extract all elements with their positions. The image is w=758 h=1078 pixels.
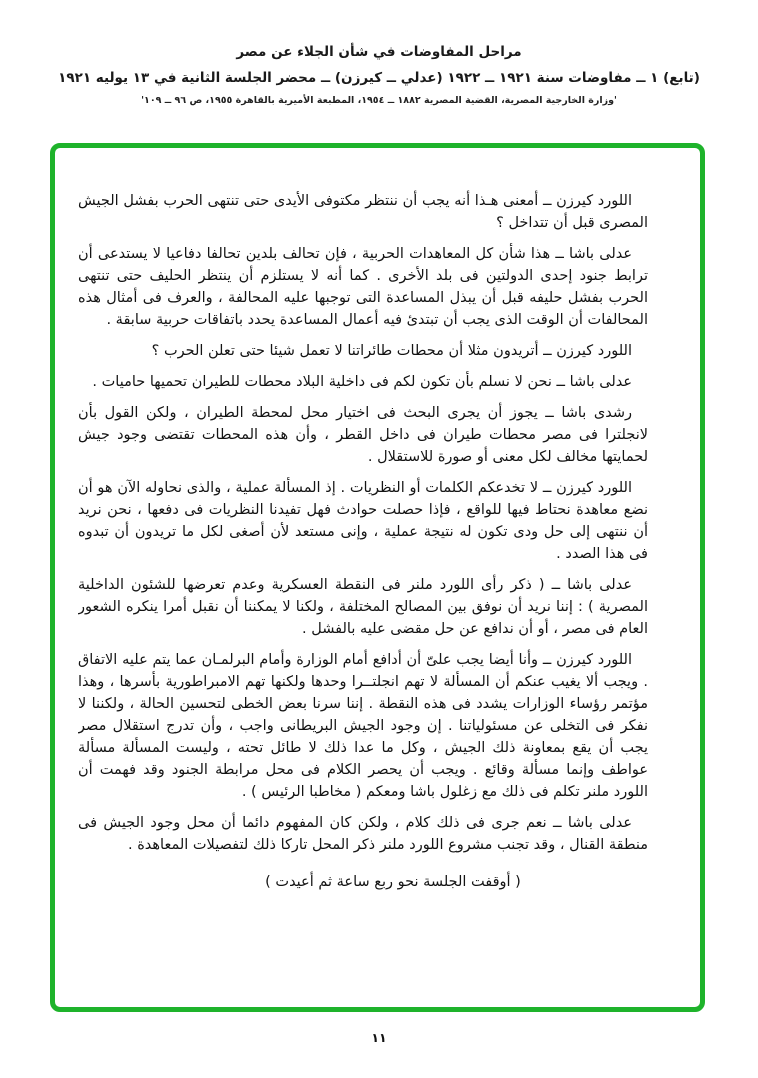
document-title: مراحل المفاوضات في شأن الجلاء عن مصر: [236, 44, 522, 60]
source-citation: 'وزارة الخارجية المصرية، القضية المصرية ١٨٨٢ ــ ١٩٥٤، المطبعة الأميرية بالقاهرة ١٩٥٥، ص ٩٦ ــ ١٠٩': [141, 95, 617, 107]
document-body: [78, 190, 648, 1002]
dialogue-paragraph-adli-1: عدلى باشا ــ هذا شأن كل المعاهدات الحربية ، فإن تحالف بلدين تحالفا دفاعيا لا يستدعى أن ترابط جنود إحدى الدولتين فى بلد الأخرى . كما أنه لا يستلزم أن ينتظر الحليف حتى تنتهى الحرب بفشل حليفه قبل أن يبذل المساعدة التى توجبها عليه المحالفة ، والعرف فى أمثال هذه المحالفات أن الوقت الذى يجب أن تبتدئ فيه أعمال المساعدة يحدد باتفاقات حربية سابقة .: [78, 246, 648, 328]
dialogue-paragraph-curzon-4: اللورد كيرزن ــ وأنا أيضا يجب علىّ أن أدافع أمام الوزارة وأمام البرلمـان عما يتم عليه الاتفاق . ويجب ألا يغيب عنكم أن المسألة لا تهم انجلتــرا وحدها ولكنها تهم الامبراطورية بأسرها ، وهذا مؤتمر رؤساء الوزارات يشدد فى هذه النقطة . إننا سرنا بعض الخطى لتحسين الحالة ، ولكننا لا نفكر فى التخلى عن مسئولياتنا . إن وجود الجيش البريطانى واجب ، وأن تدرج استقلال مصر يجب أن يقع بمعاونة ذلك الجيش ، وكل ما عدا ذلك لا طائل تحته ، وليست المسألة مسألة عواطف وإنما مسألة وقائع . ويجب أن يحصر الكلام فى محل مرابطة الجنود وقد فهمت أن اللورد ملنر تكلم فى ذلك مع زغلول باشا ومعكم ( مخاطبا الرئيس ) .: [78, 652, 648, 800]
dialogue-paragraph-adli-2: عدلى باشا ــ نحن لا نسلم بأن تكون لكم فى داخلية البلاد محطات للطيران تحميها حاميات .: [92, 374, 632, 390]
session-pause-note: ( أوقفت الجلسة نحو ربع ساعة ثم أعيدت ): [265, 874, 521, 890]
dialogue-paragraph-curzon-3: اللورد كيرزن ــ لا تخدعكم الكلمات أو النظريات . إذ المسألة عملية ، والذى نحاوله الآن هو أن نضع معاهدة نحتاط فيها للواقع ، فإذا حصلت حوادث فهل تفيدنا النظريات فى دفعها ، نحن نريد أن ننتهى إلى حل ودى تكون له نتيجة عملية ، وإنى مستعد لأن أصغى لكل ما تريدون أن تبدوه فى هذا الصدد .: [78, 480, 648, 562]
dialogue-paragraph-adli-3: عدلى باشا ــ ( ذكر رأى اللورد ملنر فى النقطة العسكرية وعدم تعرضها للشئون الداخلية المصرية ) : إننا نريد أن نوفق بين المصالح المختلفة ، ولكنا لا يمكننا أن نقبل أمرا ينكره الشعور العام فى مصر ، أو أن ندافع عن حل مقضى عليه بالفشل .: [78, 577, 648, 637]
dialogue-paragraph-curzon-1: اللورد كيرزن ــ أمعنى هـذا أنه يجب أن ننتظر مكتوفى الأيدى حتى تنتهى الحرب بفشل الجيش المصرى قبل أن تتداخل ؟: [78, 193, 648, 231]
dialogue-paragraph-adli-4: عدلى باشا ــ نعم جرى فى ذلك كلام ، ولكن كان المفهوم دائما أن محل وجود الجيش فى منطقة القنال ، وقد تجنب مشروع اللورد ملنر ذكر المحل تاركا ذلك لتفصيلات المعاهدة .: [78, 815, 648, 853]
dialogue-paragraph-curzon-2: اللورد كيرزن ــ أتريدون مثلا أن محطات طائراتنا لا تعمل شيئا حتى تعلن الحرب ؟: [151, 343, 632, 359]
page-number: ١١: [371, 1030, 387, 1045]
dialogue-paragraph-rushdi-1: رشدى باشا ــ يجوز أن يجرى البحث فى اختيار محل لمحطة الطيران ، ولكن القول بأن لانجلترا فى مصر محطات طيران فى داخل القطر ، وأن هذه المحطات تقتضى وجود جيش لحمايتها مخالف لكل معنى أو صورة للاستقلال .: [78, 405, 648, 465]
document-header: [0, 44, 758, 107]
document-subtitle: (تابع) ١ ــ مفاوضات سنة ١٩٢١ ــ ١٩٢٢ (عدلي ــ كيرزن) ــ محضر الجلسة الثانية في ١٣ يوليه ١٩٢١: [58, 70, 700, 87]
